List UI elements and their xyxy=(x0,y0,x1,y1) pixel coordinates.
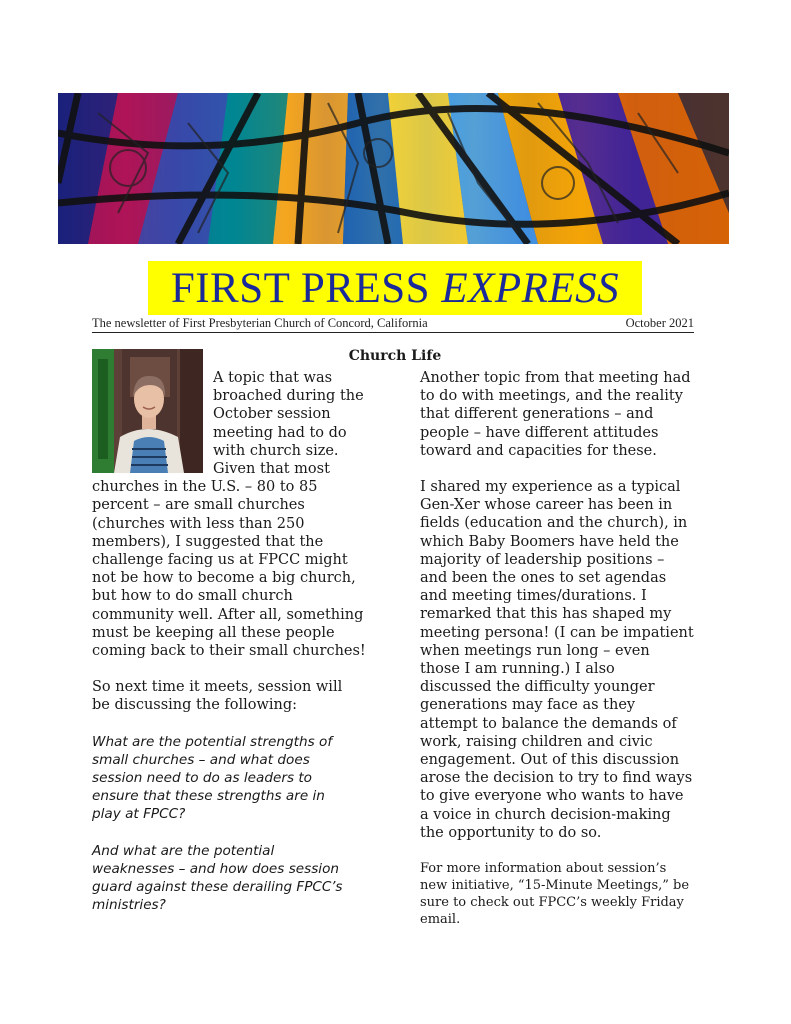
text-line: new initiative, “15-Minute Meetings,” be xyxy=(420,878,690,894)
text-line: I shared my experience as a typical xyxy=(420,479,681,496)
text-line: October session xyxy=(213,406,331,423)
text-line: a voice in church decision-making xyxy=(420,806,671,823)
text-line: ensure that these strengths are in xyxy=(92,788,325,805)
text-line: with church size. xyxy=(213,442,339,459)
text-line: For more information about session’s xyxy=(420,861,667,877)
text-line: meeting persona! (I can be impatient xyxy=(420,624,694,641)
newsletter-subtitle: The newsletter of First Presbyterian Church of Concord, California xyxy=(92,316,428,330)
text-line: that different generations – and xyxy=(420,406,654,423)
text-line: the opportunity to do so. xyxy=(420,824,602,841)
text-line: meeting had to do xyxy=(213,424,347,441)
newsletter-title xyxy=(170,264,620,312)
text-line: members), I suggested that the xyxy=(92,533,324,550)
text-line: fields (education and the church), in xyxy=(420,515,688,532)
text-line: which Baby Boomers have held the xyxy=(420,533,679,550)
text-line: work, raising children and civic xyxy=(420,733,653,750)
text-line: engagement. Out of this discussion xyxy=(420,752,680,769)
text-line: people – have different attitudes xyxy=(420,424,659,441)
text-line: small churches – and what does xyxy=(92,751,310,768)
paragraph-gap xyxy=(92,660,392,678)
text-line: Another topic from that meeting had xyxy=(420,370,691,386)
paragraph-gap xyxy=(420,460,710,478)
wrapped-intro xyxy=(213,369,392,478)
text-line: majority of leadership positions – xyxy=(420,551,665,568)
text-line: be discussing the following: xyxy=(92,697,298,714)
info-note xyxy=(420,860,710,928)
title-main: FIRST PRESS xyxy=(170,264,431,312)
stained-glass-banner xyxy=(58,93,729,244)
article-heading: Church Life xyxy=(348,348,442,364)
title-emphasis: EXPRESS xyxy=(441,264,620,312)
text-line: churches in the U.S. – 80 to 85 xyxy=(92,479,318,496)
text-line: And what are the potential xyxy=(92,842,275,859)
text-line: arose the decision to try to find ways xyxy=(420,770,693,787)
text-line: not be how to become a big church, xyxy=(92,570,356,587)
question-one xyxy=(92,733,392,824)
article-left-column xyxy=(92,369,392,914)
text-line: A topic that was xyxy=(213,370,333,386)
text-line: session need to do as leaders to xyxy=(92,770,313,787)
text-line: So next time it meets, session will xyxy=(92,679,343,696)
text-line: attempt to balance the demands of xyxy=(420,715,677,732)
text-line: remarked that this has shaped my xyxy=(420,606,672,623)
text-line: discussed the difficulty younger xyxy=(420,679,655,696)
text-line: those I am running.) I also xyxy=(420,661,615,678)
stained-glass-image xyxy=(58,93,729,244)
paragraph-gap xyxy=(420,842,710,860)
text-line: but how to do small church xyxy=(92,588,293,605)
text-line: Given that most xyxy=(213,461,330,478)
text-line: email. xyxy=(420,912,461,928)
text-line: What are the potential strengths of xyxy=(92,733,333,750)
text-line: (churches with less than 250 xyxy=(92,515,305,532)
text-line: generations may face as they xyxy=(420,697,636,714)
text-line: to do with meetings, and the reality xyxy=(420,388,683,405)
text-line: broached during the xyxy=(213,388,364,405)
text-line: play at FPCC? xyxy=(92,806,186,823)
text-line: and meeting times/durations. I xyxy=(420,588,647,605)
text-line: percent – are small churches xyxy=(92,497,305,514)
newsletter-date: October 2021 xyxy=(625,316,694,330)
text-line: challenge facing us at FPCC might xyxy=(92,552,348,569)
paragraph-gap xyxy=(92,824,392,842)
text-line: Gen-Xer whose career has been in xyxy=(420,497,673,514)
text-line: must be keeping all these people xyxy=(92,624,335,641)
text-line: weaknesses – and how does session xyxy=(92,860,340,877)
text-line: to give everyone who wants to have xyxy=(420,788,684,805)
text-line: guard against these derailing FPCC’s xyxy=(92,879,343,896)
question-two xyxy=(92,842,392,915)
article-right-column xyxy=(420,369,710,928)
text-line: when meetings run long – even xyxy=(420,642,650,659)
newsletter-subtitle-row xyxy=(92,316,694,333)
text-line: ministries? xyxy=(92,897,166,914)
text-line: and been the ones to set agendas xyxy=(420,570,667,587)
paragraph-gap xyxy=(92,715,392,733)
newsletter-title-box xyxy=(148,261,642,315)
text-line: sure to check out FPCC’s weekly Friday xyxy=(420,895,684,911)
text-line: coming back to their small churches! xyxy=(92,643,366,660)
text-line: community well. After all, something xyxy=(92,606,364,623)
text-line: toward and capacities for these. xyxy=(420,442,657,459)
